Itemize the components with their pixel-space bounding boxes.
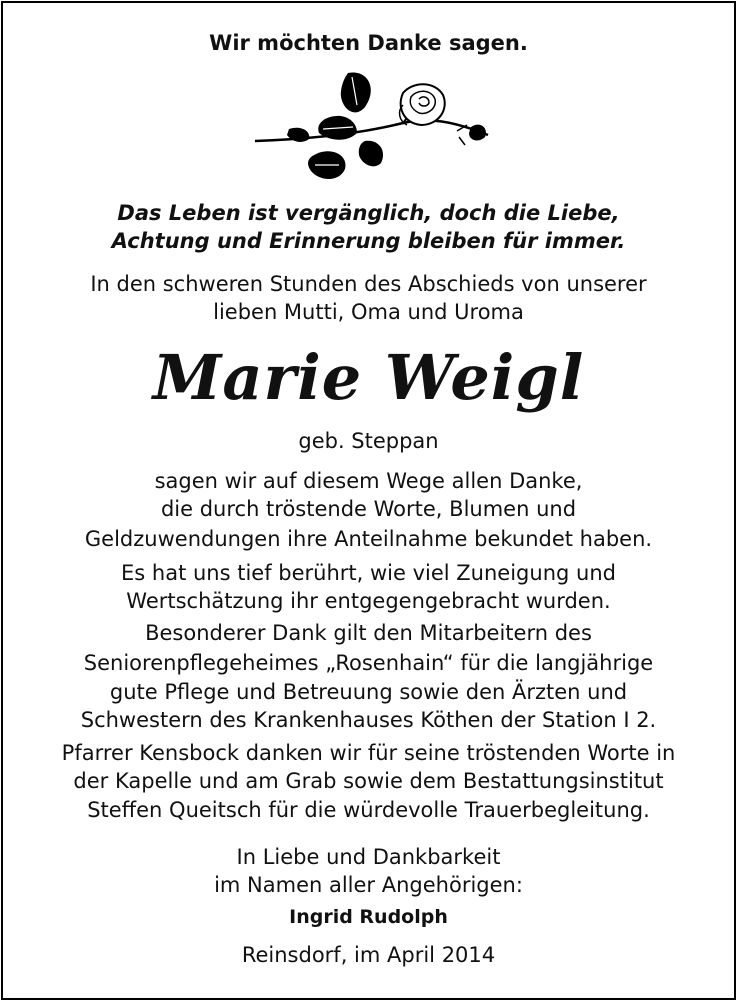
body-line: Pfarrer Kensbock danken wir für seine tröstenden Worte in — [61, 741, 676, 765]
rose-icon — [253, 61, 493, 191]
closing-line: im Namen aller Angehörigen: — [214, 873, 523, 897]
birth-name: geb. Steppan — [298, 429, 439, 453]
obituary-notice — [1, 1, 736, 1000]
body-line: Wertschätzung ihr entgegengebracht wurden. — [126, 589, 611, 613]
body-line: gute Pflege und Betreuung sowie den Ärzten und — [109, 680, 628, 704]
deceased-name: Marie Weigl — [152, 341, 585, 414]
body-line: Schwestern des Krankenhauses Köthen der Station I 2. — [80, 708, 657, 732]
body-line: Besonderer Dank gilt den Mitarbeitern des — [145, 621, 592, 645]
intro-line: lieben Mutti, Oma und Uroma — [213, 300, 524, 324]
body-line: Steffen Queitsch für die würdevolle Trauerbegleitung. — [87, 798, 650, 822]
body-line: sagen wir auf diesem Wege allen Danke, — [154, 469, 583, 493]
body-line: Es hat uns tief berührt, wie viel Zuneigung und — [121, 561, 616, 585]
body-line: Seniorenpflegeheimes „Rosenhain“ für die langjährige — [83, 651, 654, 675]
body-line: die durch tröstende Worte, Blumen und — [160, 497, 577, 521]
place-date: Reinsdorf, im April 2014 — [241, 943, 496, 967]
notice-header: Wir möchten Danke sagen. — [209, 31, 528, 55]
motto-line: Achtung und Erinnerung bleiben für immer. — [111, 229, 626, 253]
body-line: der Kapelle und am Grab sowie dem Bestattungsinstitut — [73, 769, 664, 793]
body-line: Geldzuwendungen ihre Anteilnahme bekundet haben. — [84, 527, 653, 551]
intro-line: In den schweren Stunden des Abschieds von unserer — [90, 272, 647, 296]
motto-line: Das Leben ist vergänglich, doch die Liebe, — [117, 201, 620, 225]
closing-line: In Liebe und Dankbarkeit — [236, 845, 501, 869]
signer-name: Ingrid Rudolph — [289, 906, 448, 928]
